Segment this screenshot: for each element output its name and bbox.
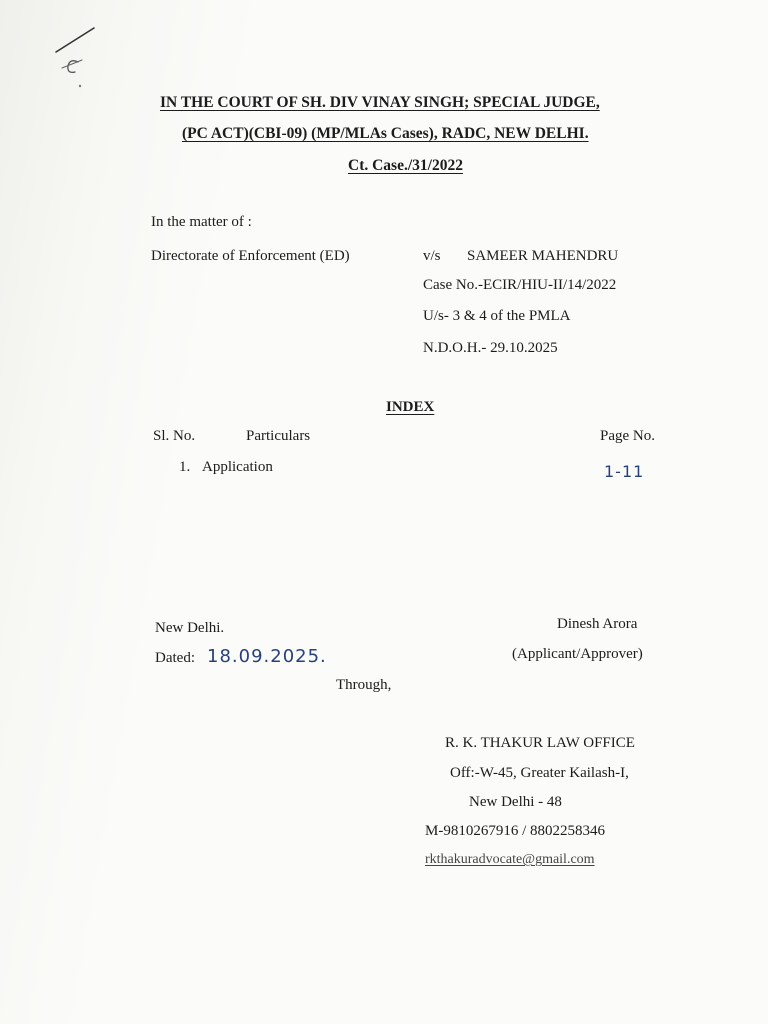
statute-section: U/s- 3 & 4 of the PMLA <box>423 308 571 324</box>
index-title: INDEX <box>386 399 435 415</box>
index-col-particulars: Particulars <box>246 428 311 444</box>
index-col-slno: Sl. No. <box>153 428 196 444</box>
petitioner-name: Directorate of Enforcement (ED) <box>151 248 350 264</box>
office-address-line-1: Off:-W-45, Greater Kailash-I, <box>450 765 629 781</box>
index-row-particular: Application <box>202 459 273 475</box>
law-office-name: R. K. THAKUR LAW OFFICE <box>445 735 635 751</box>
dated-label: Dated: <box>155 650 195 666</box>
index-row-pages-handwritten: 1-11 <box>604 462 645 481</box>
case-number-heading: Ct. Case./31/2022 <box>348 157 463 174</box>
pen-scribble-mark <box>48 22 108 94</box>
email-address: rkthakuradvocate@gmail.com <box>425 852 595 867</box>
next-date-of-hearing: N.D.O.H.- 29.10.2025 <box>423 340 558 356</box>
applicant-name: Dinesh Arora <box>557 616 638 632</box>
ecir-case-number: Case No.-ECIR/HIU-II/14/2022 <box>423 277 617 293</box>
place-label: New Delhi. <box>155 620 225 636</box>
phone-numbers: M-9810267916 / 8802258346 <box>425 823 605 839</box>
index-col-page: Page No. <box>600 428 655 444</box>
applicant-role: (Applicant/Approver) <box>512 646 643 662</box>
index-row-number: 1. <box>179 459 191 475</box>
versus-label: v/s <box>423 248 441 264</box>
court-title-line-2: (PC ACT)(CBI-09) (MP/MLAs Cases), RADC, NEW DELHI. <box>182 125 589 142</box>
respondent-name: SAMEER MAHENDRU <box>467 248 619 264</box>
court-title-line-1: IN THE COURT OF SH. DIV VINAY SINGH; SPECIAL JUDGE, <box>160 94 600 111</box>
office-address-line-2: New Delhi - 48 <box>469 794 562 810</box>
through-label: Through, <box>336 677 392 693</box>
dated-value-handwritten: 18.09.2025. <box>207 646 327 667</box>
matter-intro: In the matter of : <box>151 214 252 230</box>
